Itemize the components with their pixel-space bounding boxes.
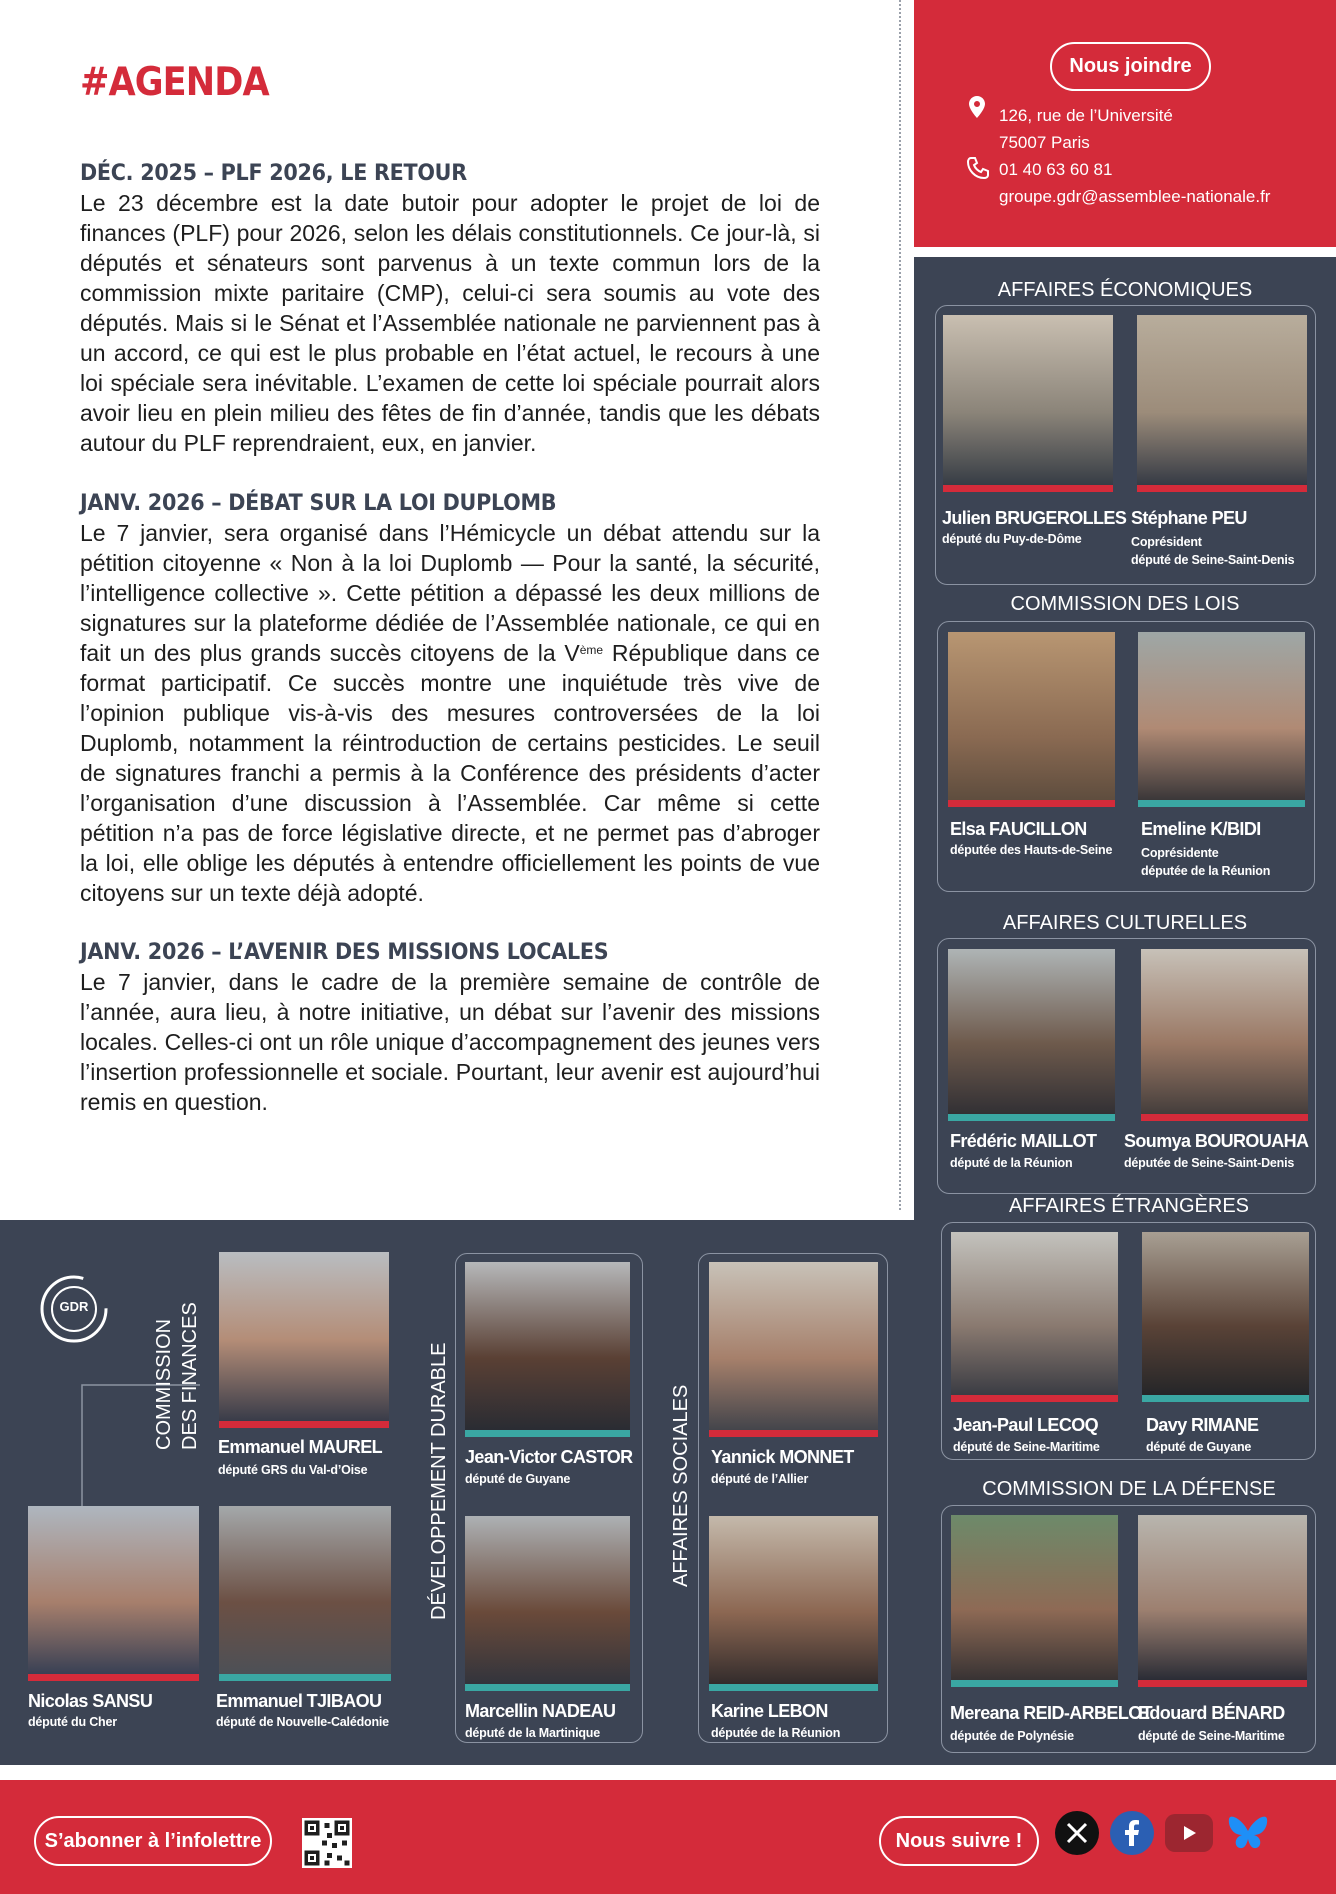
commission-title-line: DES FINANCES <box>179 1302 201 1450</box>
contact-email[interactable]: groupe.gdr@assemblee-nationale.fr <box>999 187 1271 206</box>
member-bar <box>465 1684 630 1691</box>
member-photo <box>28 1506 199 1681</box>
commissions-bottom-panel <box>0 1220 914 1765</box>
agenda-body-sup: ème <box>579 643 604 657</box>
member-bar <box>1138 800 1305 807</box>
member-photo <box>465 1262 630 1437</box>
member-bar <box>1142 1395 1309 1402</box>
youtube-icon[interactable] <box>1165 1814 1213 1852</box>
member-role: député de l’Allier <box>711 1472 809 1486</box>
bluesky-icon[interactable] <box>1226 1811 1270 1855</box>
member-role: député du Puy-de-Dôme <box>942 532 1082 546</box>
dotted-divider <box>899 0 901 1210</box>
member-bar <box>1141 1114 1308 1121</box>
member-photo <box>948 949 1115 1121</box>
member-name: Frédéric MAILLOT <box>950 1131 1097 1151</box>
commission-title: COMMISSION DE LA DÉFENSE <box>982 1478 1276 1500</box>
member-bar <box>219 1674 391 1681</box>
commission-title-line: COMMISSION <box>153 1318 175 1450</box>
member-role: député de Guyane <box>1146 1440 1252 1454</box>
member-name: Marcellin NADEAU <box>465 1701 616 1721</box>
member-photo <box>1137 315 1307 492</box>
x-icon[interactable] <box>1055 1811 1099 1855</box>
follow-us-button[interactable]: Nous suivre ! <box>879 1816 1039 1866</box>
member-name: Elsa FAUCILLON <box>950 819 1087 839</box>
agenda-item <box>80 488 820 908</box>
member-role-2: députée de la Réunion <box>1141 864 1271 878</box>
member-bar <box>1137 485 1307 492</box>
member-name: Mereana REID-ARBELOT <box>950 1703 1153 1723</box>
agenda-body-part: Le 7 janvier, sera organisé dans l’Hémicycle un débat attendu sur la pétition citoyenne « Non à la loi Duplomb — Pour la santé, la sécurité, l’intelligence collective ». Cette pétition a dépassé les deux millions de signatures sur la plateforme dédiée de l’Assemblée nationale, ce qui en fait un des plus grands succès citoyens de la V <box>80 520 820 666</box>
member-name: Emmanuel MAUREL <box>218 1437 383 1457</box>
contact-address-line1: 126, rue de l’Université <box>999 106 1173 125</box>
agenda-item <box>80 158 820 458</box>
member-name: Emeline K/BIDI <box>1141 819 1261 839</box>
member-name: Davy RIMANE <box>1146 1415 1259 1435</box>
contact-button[interactable]: Nous joindre <box>1050 42 1211 91</box>
member-name: Jean-Victor CASTOR <box>465 1447 633 1467</box>
member-photo <box>465 1516 630 1691</box>
commission-title: AFFAIRES CULTURELLES <box>1002 912 1248 934</box>
member-role: députée de Seine-Saint-Denis <box>1124 1156 1295 1170</box>
location-pin-icon <box>969 96 985 118</box>
agenda-body <box>80 518 820 908</box>
member-bar <box>465 1430 630 1437</box>
member-role: député de Seine-Maritime <box>953 1440 1100 1454</box>
subscribe-newsletter-button[interactable]: S’abonner à l’infolettre <box>34 1816 272 1866</box>
member-bar <box>951 1395 1118 1402</box>
member-role: député de la Martinique <box>465 1726 600 1740</box>
agenda-heading: JANV. 2026 – DÉBAT SUR LA LOI DUPLOMB <box>80 490 557 516</box>
member-role: députée de la Réunion <box>711 1726 841 1740</box>
member-name: Soumya BOUROUAHA <box>1124 1131 1309 1151</box>
agenda-heading: JANV. 2026 – L’AVENIR DES MISSIONS LOCALES <box>80 939 609 965</box>
member-photo <box>1141 949 1308 1121</box>
member-photo <box>951 1515 1118 1687</box>
member-role: député du Cher <box>28 1715 117 1729</box>
member-role: députée de Polynésie <box>950 1729 1074 1743</box>
member-role: députée des Hauts-de-Seine <box>950 843 1113 857</box>
member-photo <box>948 632 1115 807</box>
agenda-body: Le 23 décembre est la date butoir pour adopter le projet de loi de finances (PLF) pour 2026, selon les délais constitutionnels. Ce jour-là, si députés et sénateurs sont parvenus à un texte commun lors de la commission mixte paritaire (CMP), celui-ci sera soumis au vote des députés. Mais si le Sénat et l’Assemblée nationale ne parviennent pas à un accord, ce qui est le plus probable en l’état actuel, le recours à une loi spéciale sera inévitable. L’examen de cette loi spéciale pourrait alors avoir lieu en plein milieu des fêtes de fin d’année, tandis que les débats autour du PLF reprendraient, eux, en janvier. <box>80 190 820 456</box>
agenda-body-part: République dans ce format participatif. Ce succès montre une inquiétude très vive de l’opinion publique vis-à-vis des mesures controversées de la loi Duplomb, notamment la réintroduction de certains pesticides. Le seuil de signatures franchi a permis à la Conférence des présidents d’acter l’organisation d’une discussion à l’Assemblée. Car même si cette pétition n’a pas de force législative directe, et ne permet pas d’abroger la loi, elle oblige les députés à entendre officiellement les points de vue citoyens sur un texte déjà adopté. <box>80 640 820 906</box>
contact-panel <box>914 0 1336 247</box>
agenda-header <box>80 60 820 105</box>
qr-code-icon <box>302 1818 352 1868</box>
member-name: Edouard BÉNARD <box>1138 1703 1285 1723</box>
commission-title: AFFAIRES ÉCONOMIQUES <box>997 279 1253 301</box>
member-photo <box>1138 632 1305 807</box>
member-role-2: député de Seine-Saint-Denis <box>1131 553 1295 567</box>
agenda-heading: DÉC. 2025 – PLF 2026, LE RETOUR <box>80 160 467 186</box>
member-role: député de Seine-Maritime <box>1138 1729 1285 1743</box>
member-bar <box>951 1680 1118 1687</box>
commissions-right-panel <box>914 257 1336 1765</box>
member-photo <box>1138 1515 1307 1687</box>
member-photo <box>943 315 1113 492</box>
member-role: Coprésident <box>1131 535 1202 549</box>
member-name: Jean-Paul LECOQ <box>953 1415 1099 1435</box>
contact-phone: 01 40 63 60 81 <box>999 160 1113 179</box>
member-role: Coprésidente <box>1141 846 1219 860</box>
facebook-icon[interactable] <box>1110 1811 1154 1855</box>
member-photo <box>709 1516 878 1691</box>
member-photo <box>219 1252 389 1428</box>
commission-title: DÉVELOPPEMENT DURABLE <box>428 1342 450 1620</box>
member-photo <box>951 1232 1118 1402</box>
member-name: Emmanuel TJIBAOU <box>216 1691 382 1711</box>
member-name: Stéphane PEU <box>1131 508 1247 528</box>
member-role: député de Guyane <box>465 1472 571 1486</box>
member-bar <box>948 1114 1115 1121</box>
phone-icon <box>966 157 990 179</box>
member-bar <box>219 1421 389 1428</box>
agenda-title: #AGENDA <box>80 60 269 105</box>
member-name: Julien BRUGEROLLES <box>942 508 1127 528</box>
member-photo <box>709 1262 878 1437</box>
member-role: député de Nouvelle-Calédonie <box>216 1715 389 1729</box>
member-bar <box>943 485 1113 492</box>
commission-title: COMMISSION DES LOIS <box>1010 593 1240 615</box>
commission-title: AFFAIRES ÉTRANGÈRES <box>1008 1195 1250 1217</box>
member-role: député GRS du Val-d’Oise <box>218 1463 368 1477</box>
agenda-item <box>80 937 820 1117</box>
contact-address-line2: 75007 Paris <box>999 133 1090 152</box>
member-name: Karine LEBON <box>711 1701 828 1721</box>
member-role: député de la Réunion <box>950 1156 1073 1170</box>
member-photo <box>1142 1232 1309 1402</box>
gdr-logo-text: GDR <box>59 1299 89 1314</box>
member-bar <box>948 800 1115 807</box>
member-bar <box>28 1674 199 1681</box>
member-name: Nicolas SANSU <box>28 1691 153 1711</box>
commission-title: AFFAIRES SOCIALES <box>670 1384 692 1587</box>
agenda-body: Le 7 janvier, dans le cadre de la première semaine de contrôle de l’année, aura lieu, à notre initiative, un débat sur l’avenir des missions locales. Celles-ci ont un rôle unique d’accompagnement des jeunes vers l’insertion professionnelle et sociale. Pourtant, leur avenir est aujourd’hui remis en question. <box>80 969 820 1115</box>
member-photo <box>219 1506 391 1681</box>
member-bar <box>709 1684 878 1691</box>
member-bar <box>709 1430 878 1437</box>
member-bar <box>1138 1680 1307 1687</box>
member-name: Yannick MONNET <box>711 1447 854 1467</box>
commission-title <box>151 1302 203 1450</box>
